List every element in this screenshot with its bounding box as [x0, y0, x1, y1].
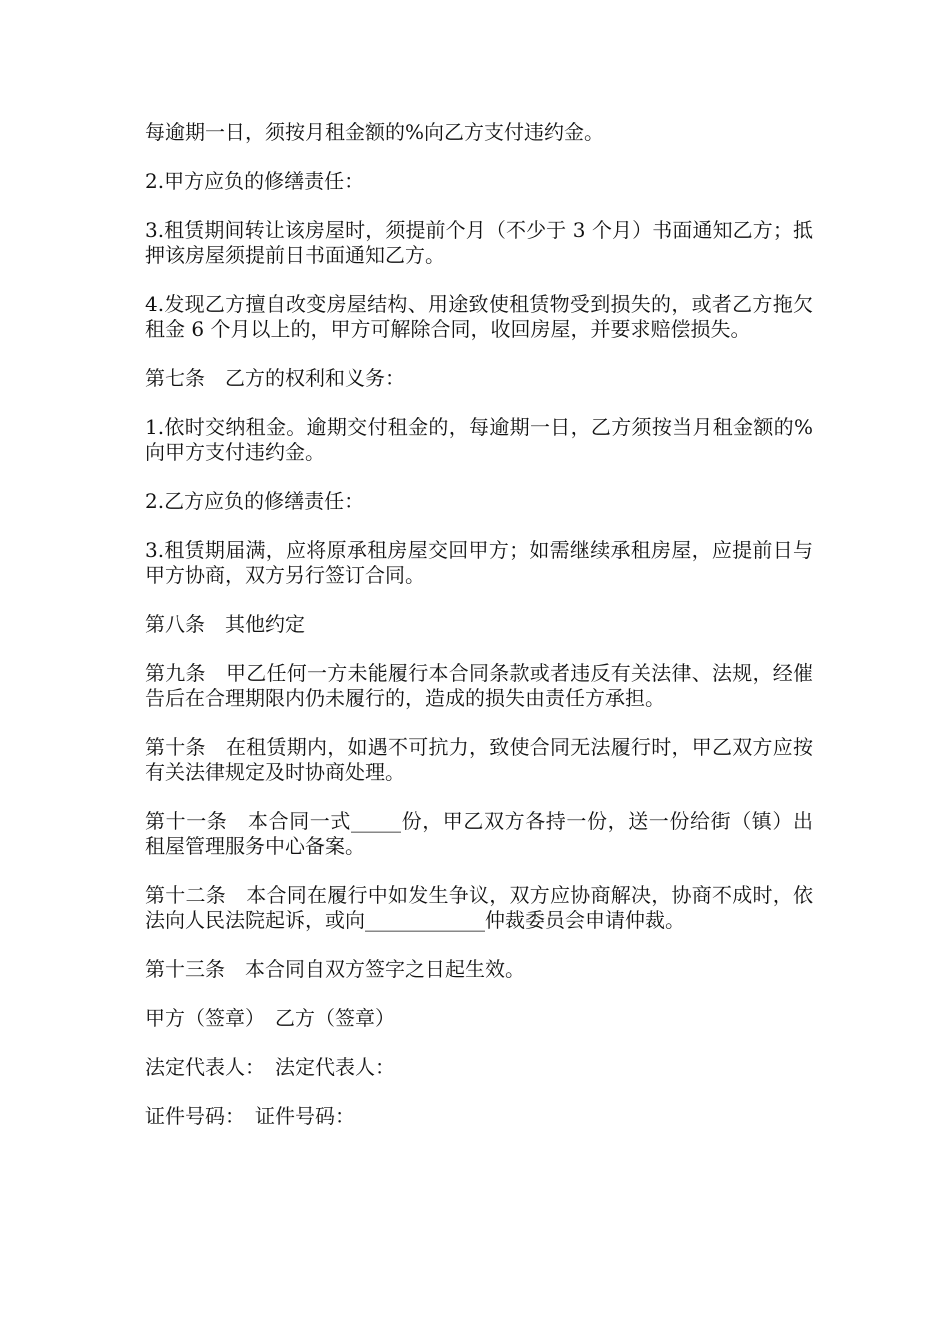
id-number-line: 证件号码： 证件号码： [145, 1104, 355, 1128]
document-body [145, 120, 813, 1153]
article-11: 第十一条 本合同一式_____份，甲乙双方各持一份，送一份给街（镇）出租屋管理服务中心备案。 [145, 809, 813, 858]
paragraph-lease-expiry: 3.租赁期届满，应将原承租房屋交回甲方；如需继续承租房屋，应提前日与甲方协商，双方另行签订合同。 [145, 538, 813, 587]
paragraph-rent-payment: 1.依时交纳租金。逾期交付租金的，每逾期一日，乙方须按当月租金额的%向甲方支付违约金。 [145, 415, 813, 464]
paragraph-termination: 4.发现乙方擅自改变房屋结构、用途致使租赁物受到损失的，或者乙方拖欠租金 6 个月以上的，甲方可解除合同，收回房屋，并要求赔偿损失。 [145, 292, 813, 341]
article-10: 第十条 在租赁期内，如遇不可抗力，致使合同无法履行时，甲乙双方应按有关法律规定及时协商处理。 [145, 735, 813, 784]
paragraph-lessor-repair: 2.甲方应负的修缮责任： [145, 169, 365, 193]
article-13: 第十三条 本合同自双方签字之日起生效。 [145, 957, 525, 981]
paragraph-transfer-notice: 3.租赁期间转让该房屋时，须提前个月（不少于 3 个月）书面通知乙方；抵押该房屋须提前日书面通知乙方。 [145, 218, 813, 267]
paragraph-lessee-repair: 2.乙方应负的修缮责任： [145, 489, 365, 513]
article-7-heading: 第七条 乙方的权利和义务： [145, 366, 405, 390]
signature-line: 甲方（签章） 乙方（签章） [145, 1006, 395, 1030]
article-12: 第十二条 本合同在履行中如发生争议，双方应协商解决，协商不成时，依法向人民法院起诉，或向____________仲裁委员会申请仲裁。 [145, 883, 813, 932]
paragraph-late-penalty: 每逾期一日，须按月租金额的%向乙方支付违约金。 [145, 120, 605, 144]
legal-representative-line: 法定代表人： 法定代表人： [145, 1055, 395, 1079]
article-9: 第九条 甲乙任何一方未能履行本合同条款或者违反有关法律、法规，经催告后在合理期限内仍未履行的，造成的损失由责任方承担。 [145, 661, 813, 710]
article-8-heading: 第八条 其他约定 [145, 612, 305, 636]
